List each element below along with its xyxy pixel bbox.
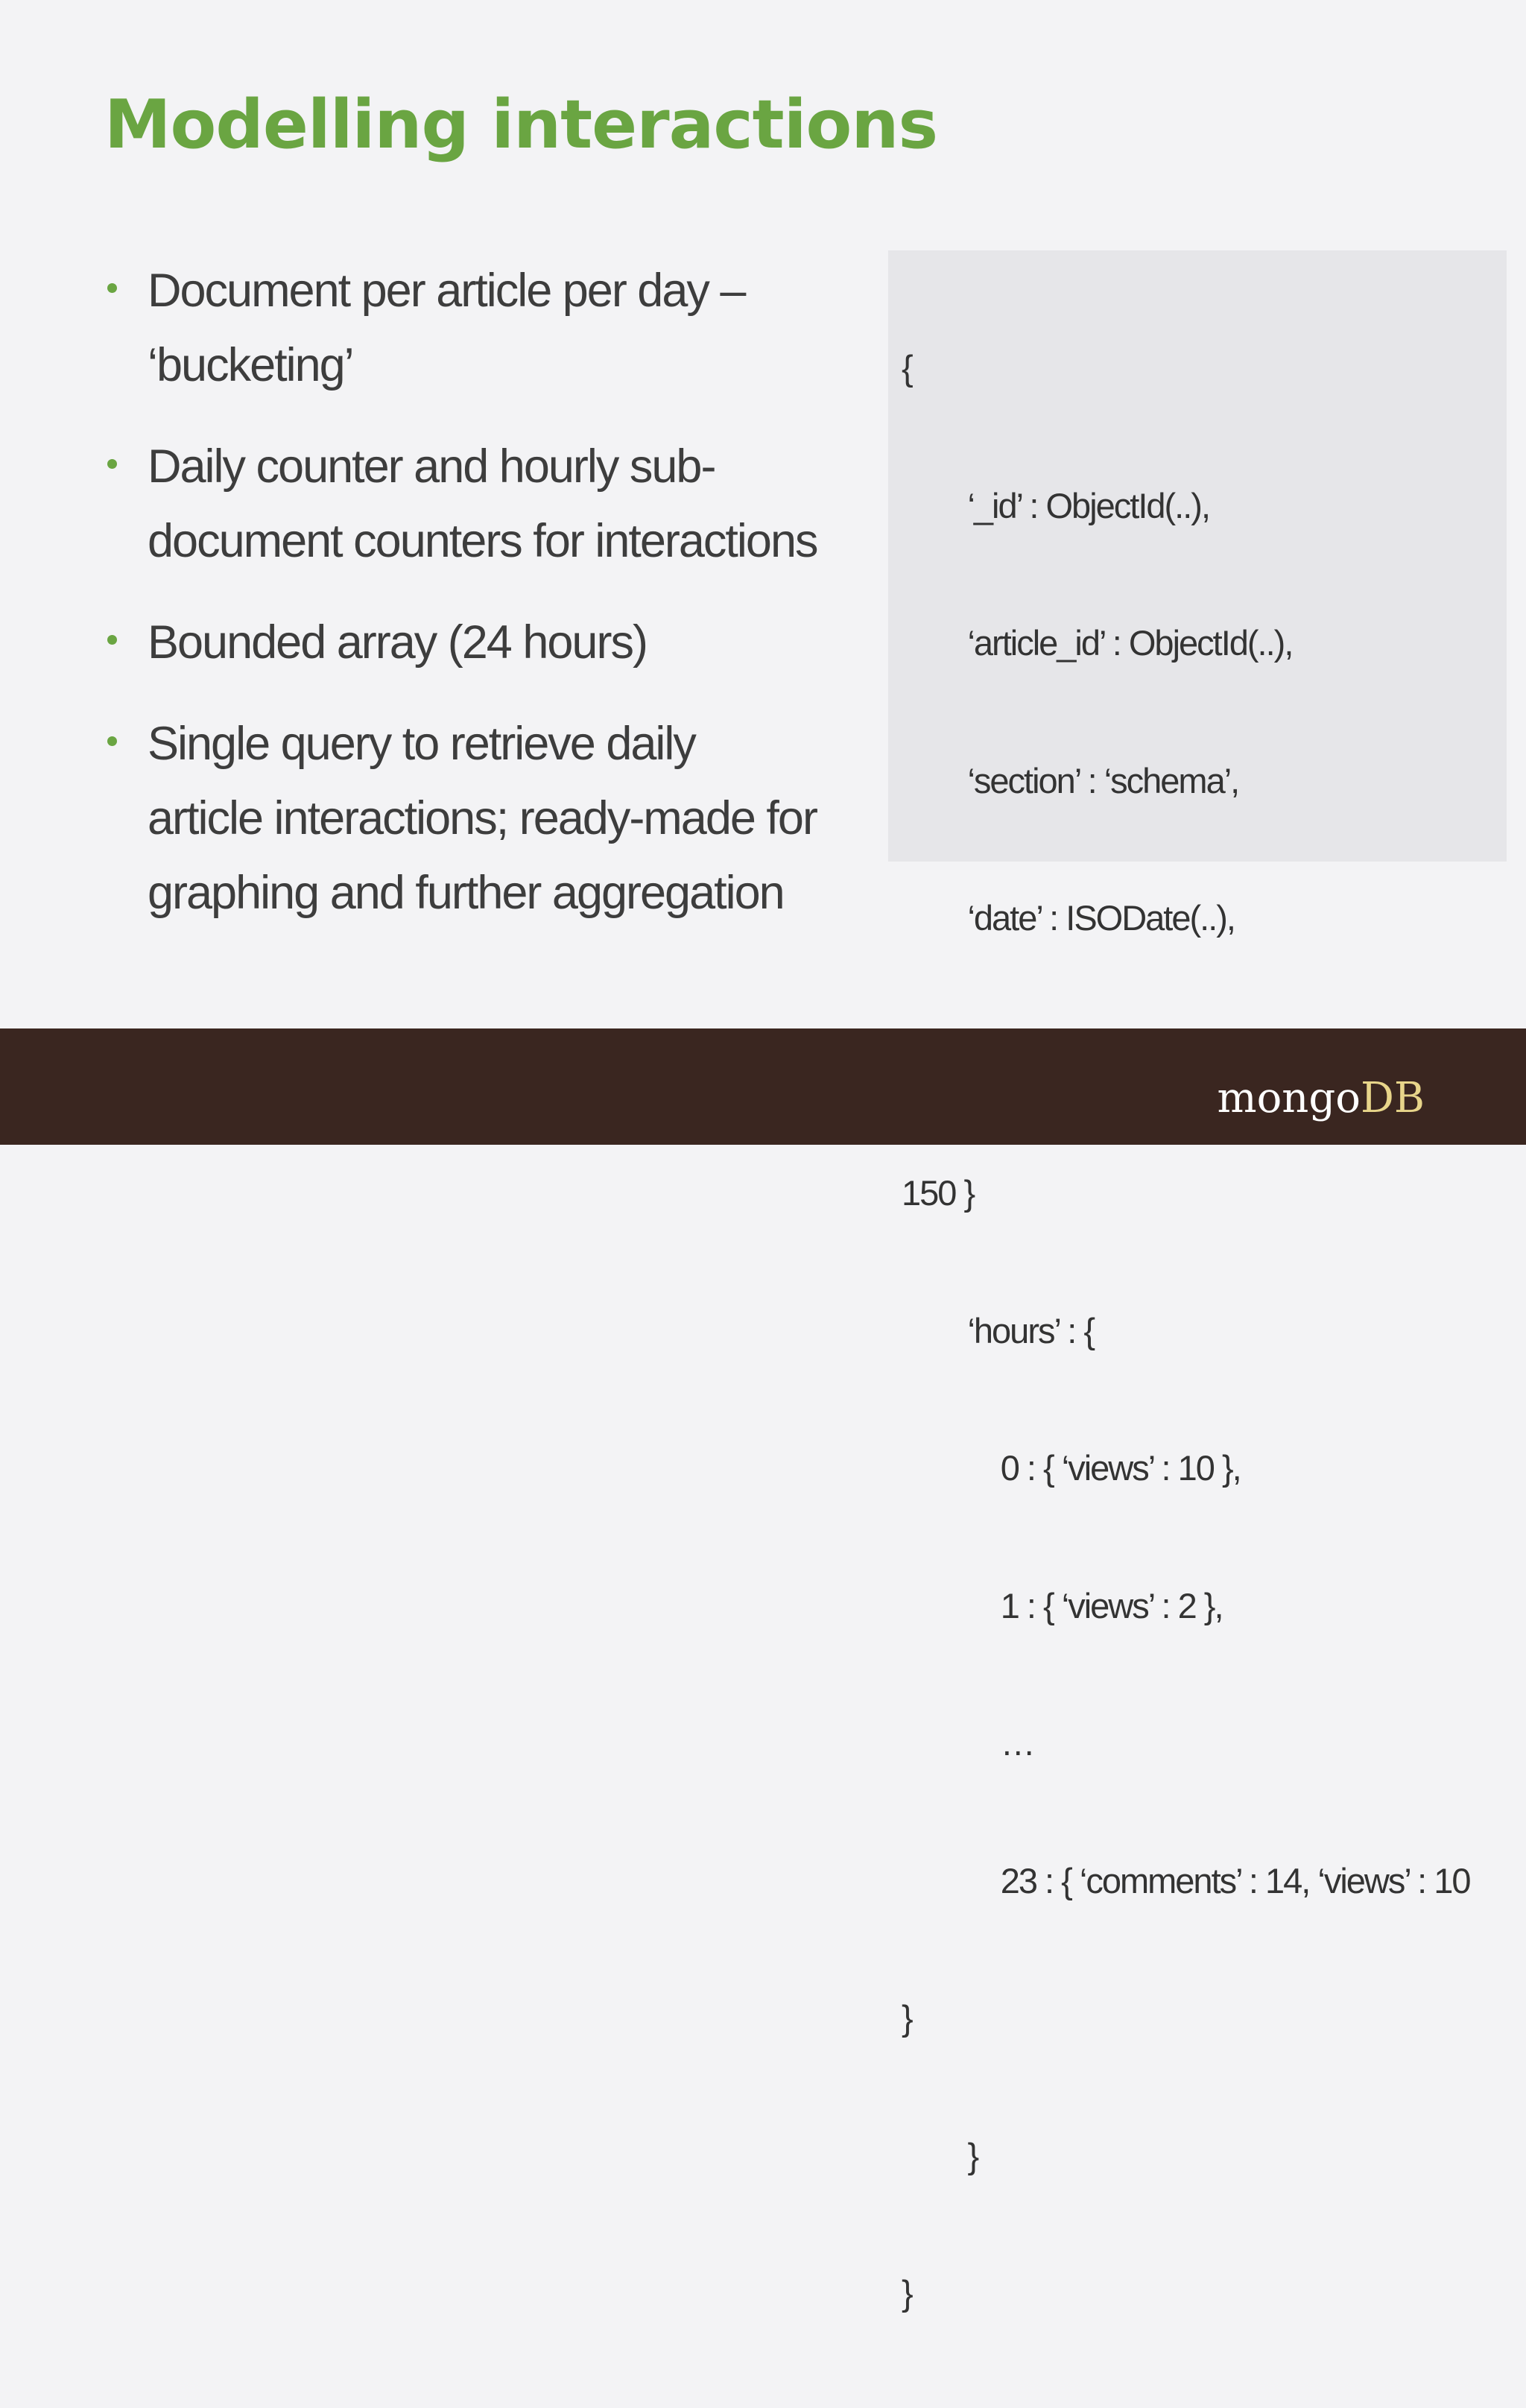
slide-title: Modelling interactions — [104, 86, 938, 164]
code-line: … — [902, 1723, 1034, 1763]
bullet-dot-icon — [107, 736, 117, 746]
code-line: { — [902, 348, 912, 388]
code-line: ‘_id’ : ObjectId(..), — [902, 485, 1210, 525]
code-line: 150 } — [902, 1173, 975, 1213]
mongodb-logo — [1217, 1075, 1425, 1122]
bullet-list — [104, 253, 820, 957]
bullet-item — [104, 707, 820, 930]
code-line: } — [902, 2273, 912, 2313]
code-line: ‘article_id’ : ObjectId(..), — [902, 623, 1293, 663]
bullet-item — [104, 253, 820, 402]
bullet-text: Bounded array (24 hours) — [148, 616, 647, 669]
logo-db-text: DB — [1360, 1074, 1425, 1122]
code-line: } — [902, 1998, 912, 2038]
bullet-item — [104, 429, 820, 578]
bullet-text: Single query to retrieve daily article interactions; ready-made for graphing and further aggregation — [148, 718, 817, 919]
code-line: ‘hours’ : { — [902, 1310, 1095, 1350]
bullet-dot-icon — [107, 283, 117, 293]
code-line: ‘date’ : ISODate(..), — [902, 898, 1235, 938]
logo-mongo-text: mongo — [1217, 1074, 1361, 1122]
bullet-text: Daily counter and hourly sub-document counters for interactions — [148, 440, 817, 567]
bullet-dot-icon — [107, 459, 117, 469]
bullet-item — [104, 605, 820, 680]
footer-bar — [0, 1028, 1526, 1145]
bullet-dot-icon — [107, 635, 117, 645]
code-line: 1 : { ‘views’ : 2 }, — [902, 1585, 1223, 1625]
code-line: 23 : { ‘comments’ : 14, ‘views’ : 10 — [902, 1860, 1470, 1900]
bullet-text: Document per article per day – ‘bucketing’ — [148, 265, 745, 391]
code-line: } — [902, 2135, 978, 2175]
code-line: 0 : { ‘views’ : 10 }, — [902, 1448, 1241, 1488]
code-line: ‘section’ : ‘schema’, — [902, 760, 1239, 800]
code-sample — [902, 253, 1513, 2408]
